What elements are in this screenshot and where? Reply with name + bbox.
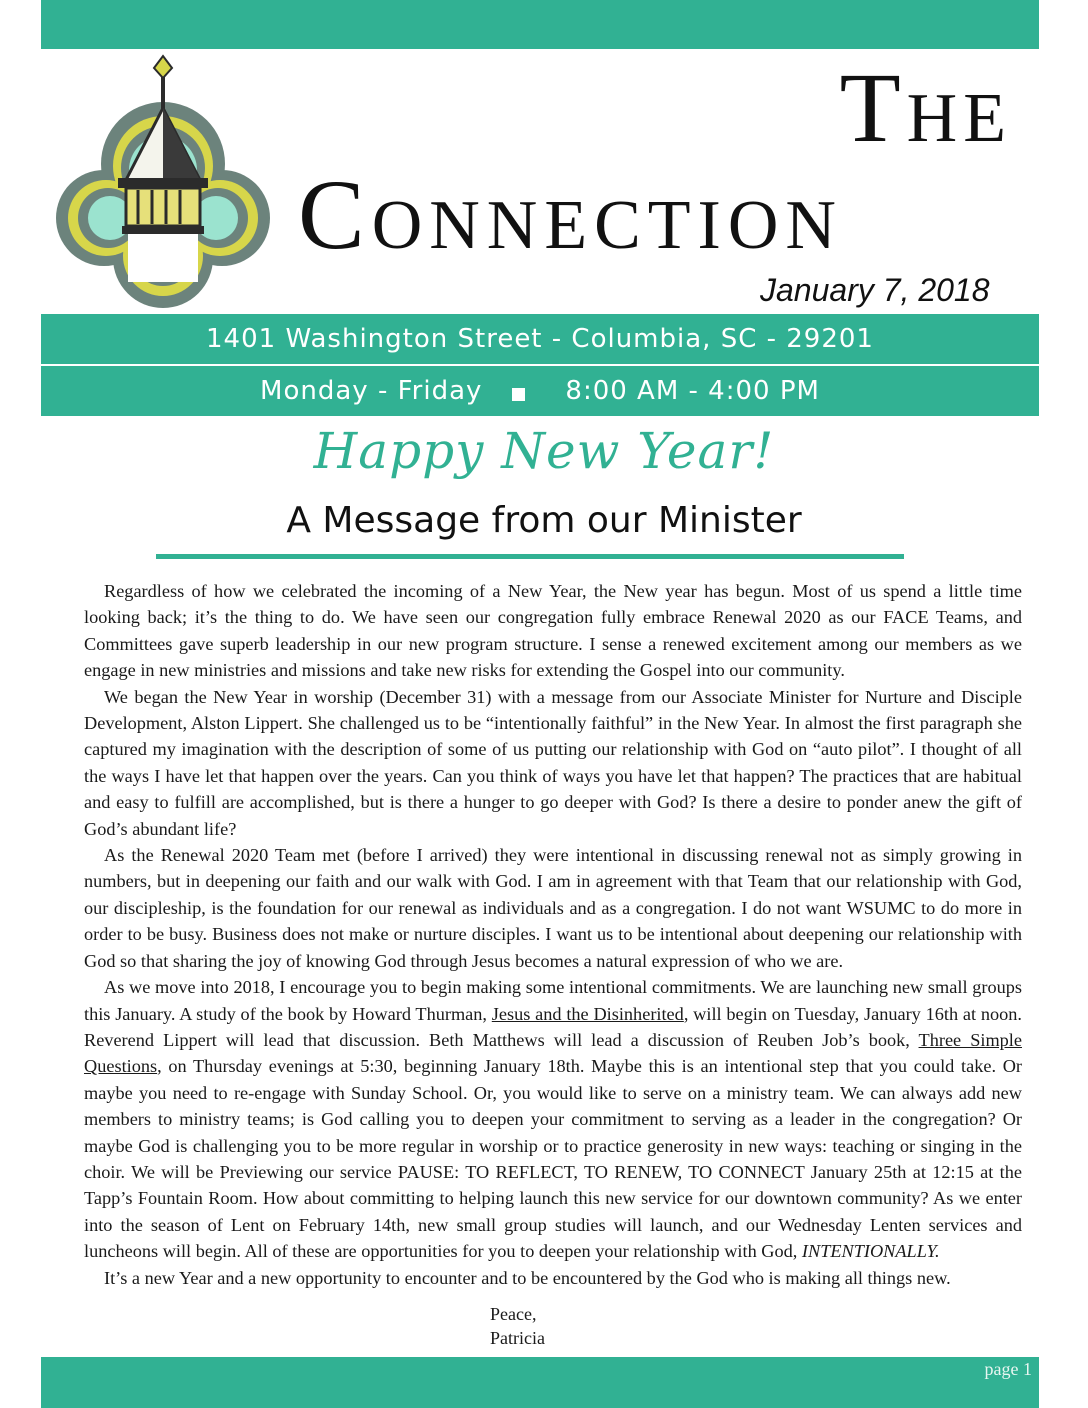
paragraph-5: It’s a new Year and a new opportunity to encounter and to be encountered by the God who is making all things new. bbox=[104, 1267, 951, 1288]
masthead-title-connection: Connection bbox=[298, 159, 843, 270]
paragraph-4-text-c: , on Thursday evenings at 5:30, beginning January 18th. Maybe this is an intentional step that you could take. Or maybe you need to re-engage with Sunday School. Or, you would like to serve on a ministry team. We can always add new members to ministry teams; is God calling you to deepen your commitment to serving as a leader in the congregation? Or maybe God is challenging you to be more regular in worship or to practice generosity in new ways: teaching or singing in the choir. We will be Previewing our service PAUSE: TO REFLECT, TO RENEW, TO CONNECT January 25th at 12:15 at the Tapp’s Fountain Room. How about committing to helping launch this new service for our downtown community? As we enter into the season of Lent on February 14th, new small group studies will launch, and our Wednesday Lenten services and luncheons will begin. All of these are opportunities for you to deepen your relationship with God, bbox=[84, 1056, 1022, 1262]
book-title-jesus-disinherited: Jesus and the Disinherited bbox=[491, 1003, 684, 1024]
paragraph-4-text-a: As we move into 2018, I encourage you to begin making some intentional commitments. We are launching new small groups this January. A study of the book by Howard Thurman, bbox=[84, 977, 1022, 1024]
article-headline: Happy New Year! bbox=[313, 422, 775, 480]
hours-days: Monday - Friday bbox=[260, 376, 483, 406]
square-bullet-icon bbox=[512, 388, 525, 401]
paragraph-2: We began the New Year in worship (December 31) with a message from our Associate Minister for Nurture and Disciple Development, Alston Lippert. She challenged us to be “intentionally faithful” in the New Year. In almost the first paragraph she captured my imagination with the description of some of us putting our relationship with God on “auto pilot”. I thought of all the ways I have let that happen over the years. Can you think of ways you have let that happen? The practices that are habitual and easy to fulfill are accomplished, but is there a hunger to go deeper with God? Is there a desire to ponder anew the gift of God’s abundant life? bbox=[84, 686, 1022, 839]
paragraph-4-text-b: , will begin on Tuesday, January 16th at noon. Reverend Lippert will lead that discussion. Beth Matthews will lead a discussion of Reuben Job’s book, bbox=[84, 1003, 1022, 1050]
signature-name: Patricia bbox=[490, 1328, 545, 1348]
paragraph-4 bbox=[84, 974, 1022, 1264]
signature-block bbox=[490, 1302, 545, 1350]
hours-band bbox=[41, 366, 1039, 416]
divider-rule bbox=[156, 554, 904, 559]
article-subheadline: A Message from our Minister bbox=[286, 500, 802, 541]
emphasis-intentionally: INTENTIONALLY. bbox=[801, 1241, 940, 1262]
page-number: page 1 bbox=[984, 1359, 1032, 1379]
bottom-color-bar bbox=[41, 1357, 1039, 1408]
hours-times: 8:00 AM - 4:00 PM bbox=[565, 376, 820, 406]
church-steeple-logo bbox=[56, 52, 270, 310]
address-band bbox=[41, 314, 1039, 364]
masthead-title-the: The bbox=[839, 52, 1012, 163]
closing: Peace, bbox=[490, 1304, 537, 1324]
book-title-three-simple-questions: Three Simple Questions bbox=[84, 1029, 1022, 1077]
issue-date: January 7, 2018 bbox=[760, 272, 990, 308]
top-color-bar bbox=[41, 0, 1039, 49]
article-body bbox=[84, 578, 1022, 1291]
address-text: 1401 Washington Street - Columbia, SC - 29201 bbox=[206, 324, 874, 354]
paragraph-3: As the Renewal 2020 Team met (before I arrived) they were intentional in discussing renewal not as simply growing in numbers, but in deepening our faith and our walk with God. I am in agreement with that Team that our relationship with God, our discipleship, is the foundation for our renewal as individuals and as a congregation. I do not want WSUMC to do more in order to be busy. Business does not make or nurture disciples. I want us to be intentional about deepening our relationship with God so that sharing the joy of knowing God through Jesus becomes a natural expression of who we are. bbox=[84, 845, 1022, 971]
paragraph-1: Regardless of how we celebrated the incoming of a New Year, the New year has begun. Most of us spend a little time looking back; it’s the thing to do. We have seen our congregation fully embrace Renewal 2020 as our FACE Teams, and Committees gave superb leadership in our new program structure. I sense a renewed excitement among our members as we engage in new ministries and missions and take new risks for extending the Gospel into our community. bbox=[84, 581, 1022, 681]
